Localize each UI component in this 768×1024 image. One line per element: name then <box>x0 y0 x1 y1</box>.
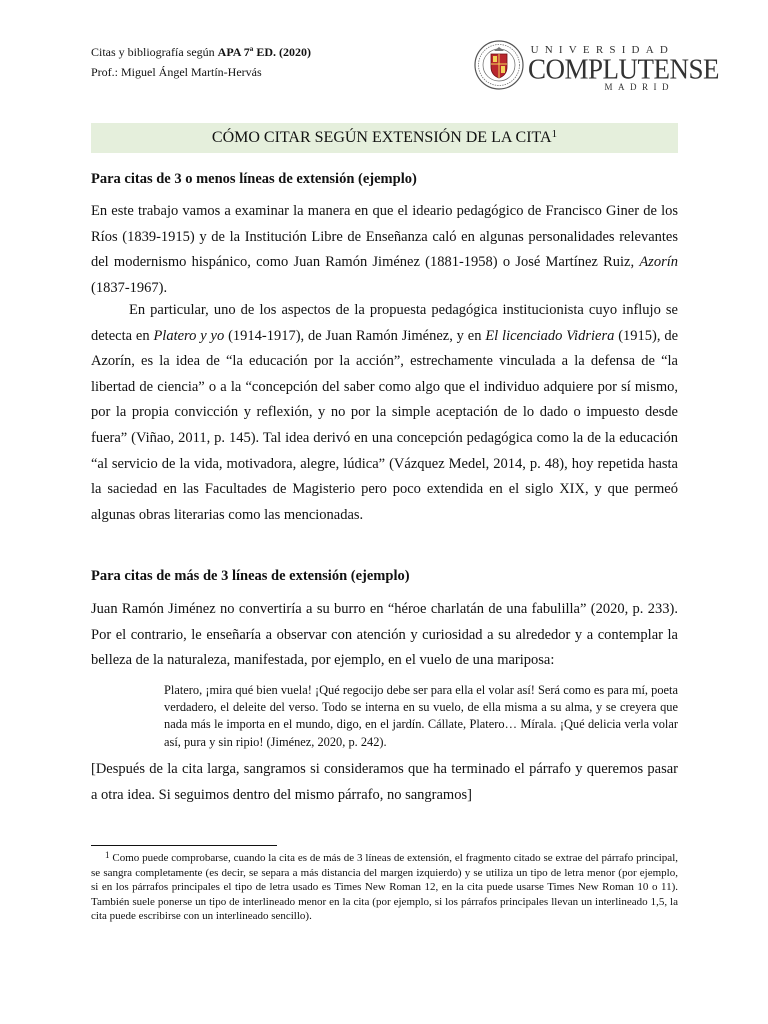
document-header <box>91 42 311 82</box>
paragraph-indent-note: [Después de la cita larga, sangramos si consideramos que ha terminado el párrafo y queremos pasar a otra idea. Si seguimos dentro del mismo párrafo, no sangramos] <box>91 761 678 803</box>
footnote <box>91 851 678 924</box>
paragraph-long-quote-intro: Juan Ramón Jiménez no convertiría a su burro en “héroe charlatán de una fabulilla” (2020, p. 233). Por el contrario, le enseñaría a observar con atención y curiosidad a su alrededor y a contemplar la belleza de la naturaleza, manifestada, por ejemplo, en el vuelo de una mariposa: <box>91 601 678 669</box>
page-title <box>91 123 678 153</box>
footnote-ref: 1 <box>105 850 110 860</box>
example-italic-vidriera: El licenciado Vidriera <box>485 327 615 344</box>
header-course-text: Citas y bibliografía según <box>91 45 218 59</box>
page-title-text: CÓMO CITAR SEGÚN EXTENSIÓN DE LA CITA <box>211 129 552 146</box>
intro-text-b: (1837-1967). <box>91 279 168 296</box>
logo-bottom-line: MADRID <box>604 82 674 92</box>
header-course-line <box>91 42 311 62</box>
intro-italic-azorin: Azorín <box>639 254 678 271</box>
logo-main-line: COMPLUTENSE <box>528 53 720 85</box>
section-heading-long-quotes: Para citas de más de 3 líneas de extensión (ejemplo) <box>91 568 410 584</box>
block-quote: Platero, ¡mira qué bien vuela! ¡Qué regocijo debe ser para ella el volar así! Será como es para mí, poeta verdadero, el deleite del verso. Todo se interna en su vuelo, de ella misma a su alma, y se creyera que nada más le importa en el mundo, digo, en el jardín. Cállate, Platero… Mírala. ¡Qué delicia verla volar así, pura y sin ripio! (Jiménez, 2020, p. 242). <box>164 683 678 749</box>
example-italic-platero: Platero y yo <box>153 327 225 344</box>
footnote-text: Como puede comprobarse, cuando la cita es de más de 3 líneas de extensión, el fragmento citado se extrae del párrafo principal, se sangra completamente (es decir, se separa a más distancia del margen izquierdo) y se utiliza un tipo de letra menor (por ejemplo, si en los párrafos principales el tipo de letra usado es Times New Roman 12, en la cita puede usarse Times New Roman 10 o 11). También suele ponerse un tipo de interlineado menor en la cita (por ejemplo, si los párrafos principales llevan un interlineado 1,5, la cita puede escribirse con un interlineado sencillo). <box>91 852 678 923</box>
header-edition: APA 7ª ED. (2020) <box>217 45 312 59</box>
logo-top-line: UNIVERSIDAD <box>530 44 674 56</box>
title-footnote-ref: 1 <box>551 128 558 140</box>
university-seal-icon <box>474 40 524 90</box>
paragraph-short-quote-example <box>91 298 678 528</box>
university-logo <box>474 40 720 94</box>
example-text-c: (1915), de Azorín, es la idea de “la educación por la acción”, estrechamente vinculada a la defensa de “la libertad de ciencia” o a la “concepción del saber como algo que el individuo adquiere por sí mismo, por la propia convicción y reflexión, y no por la simple aceptación de lo dado o impuesto desde fuera” (Viñao, 2011, p. 145). Tal idea derivó en una concepción pedagógica como la de la educación “al servicio de la vida, motivadora, alegre, lúdica” (Vázquez Medel, 2014, p. 48), hoy repetida hasta la saciedad en las Facultades de Magisterio pero poco extendida en el siglo XIX, y que permeó algunas obras literarias como las mencionadas. <box>91 327 679 523</box>
example-text-a: En particular, uno de los aspectos de la propuesta pedagógica institucionista cuyo influjo se detecta en <box>91 302 678 344</box>
example-text-b: (1914-1917), de Juan Ramón Jiménez, y en <box>224 327 486 344</box>
section-heading-short-quotes: Para citas de 3 o menos líneas de extensión (ejemplo) <box>91 171 417 187</box>
intro-text-a: En este trabajo vamos a examinar la manera en que el ideario pedagógico de Francisco Giner de los Ríos (1839-1915) y de la Institución Libre de Enseñanza caló en algunas personalidades relevantes del modernismo hispánico, como Juan Ramón Jiménez (1881-1958) o José Martínez Ruiz, <box>91 203 678 271</box>
university-wordmark <box>528 44 720 93</box>
paragraph-intro <box>91 199 678 301</box>
footnote-divider <box>91 845 277 846</box>
header-professor: Prof.: Miguel Ángel Martín-Hervás <box>91 65 262 79</box>
